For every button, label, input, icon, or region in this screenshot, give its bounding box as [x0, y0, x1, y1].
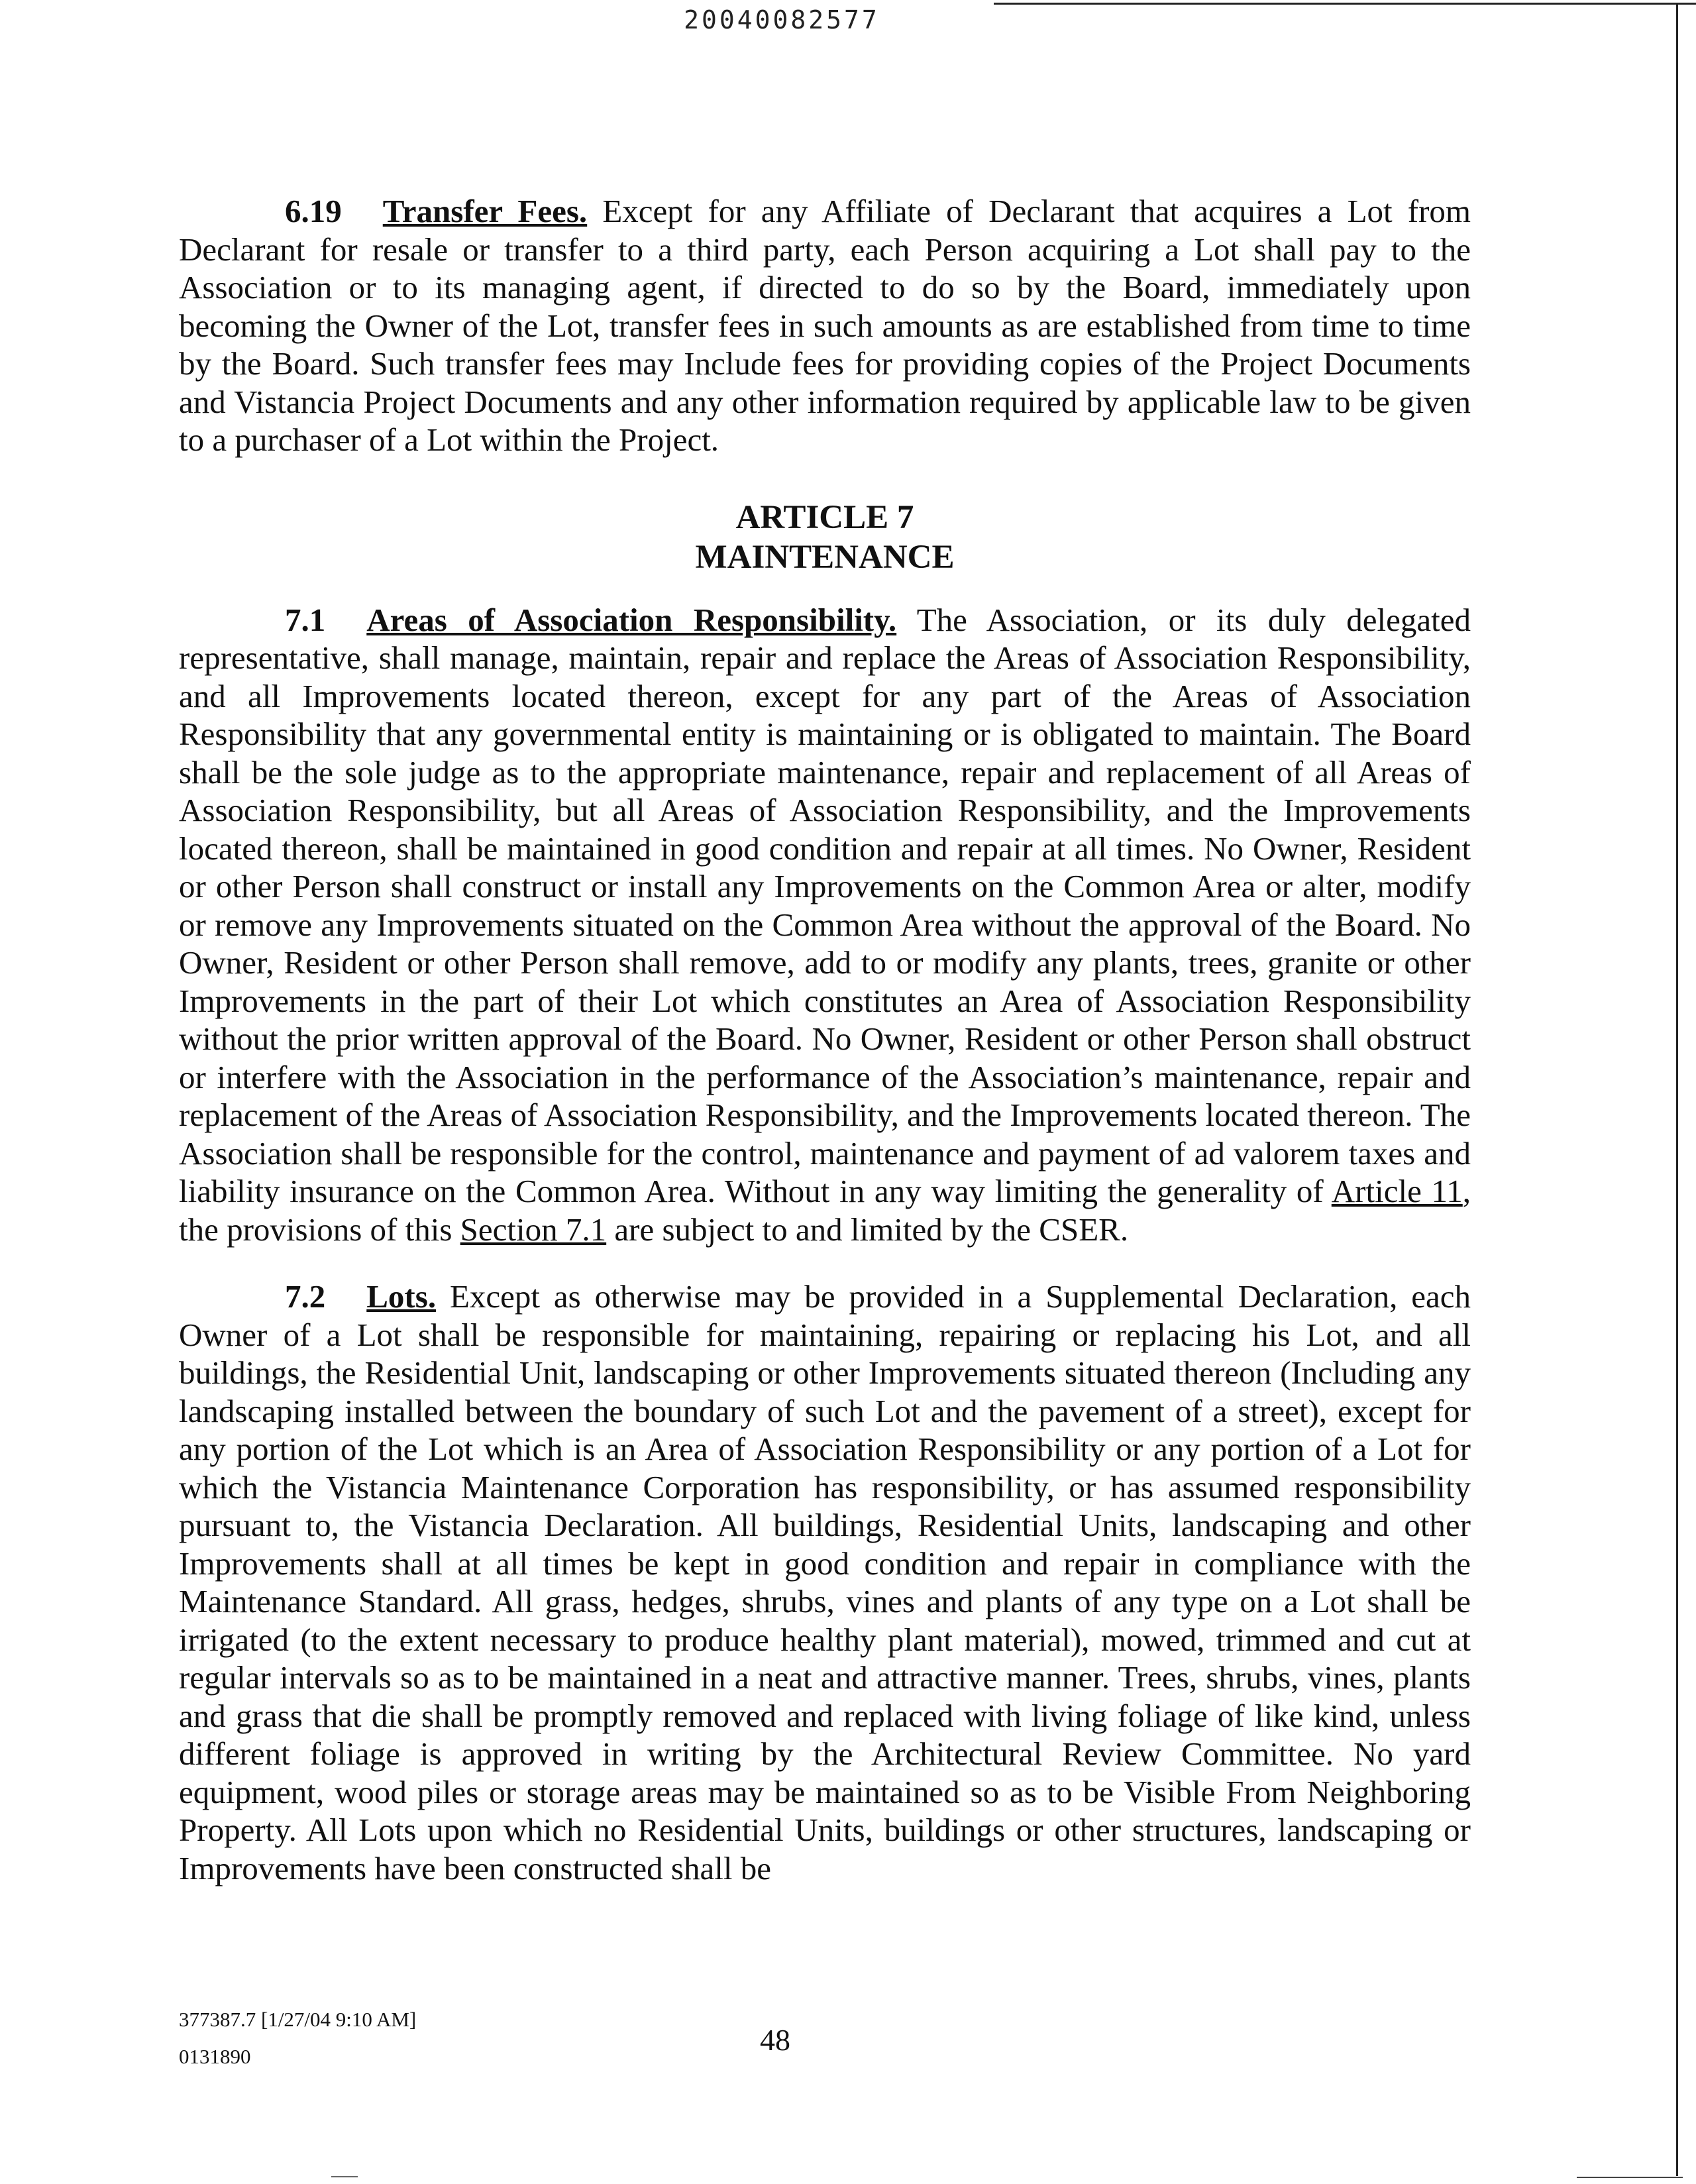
section-heading: Lots.: [366, 1278, 437, 1315]
article-title: MAINTENANCE: [695, 538, 955, 576]
article-number: ARTICLE 7: [735, 498, 914, 536]
page-number: 48: [760, 2023, 790, 2057]
bottom-border-line: [1577, 2177, 1683, 2178]
page-body: [179, 192, 1471, 1887]
section-6-19: [179, 192, 1471, 459]
section-number: 6.19: [285, 193, 342, 229]
article-11-reference: Article 11: [1331, 1173, 1463, 1209]
section-text: Except for any Affiliate of Declarant that acquires a Lot from Declarant for resale or transfer to a third party, each Person acquiring a Lot shall pay to the Association or to its managing agent, if directed to do so by the Board, immediately upon becoming the Owner of the Lot, transfer fees in such amounts as are established from time to time by the Board. Such transfer fees may Include fees for providing copies of the Project Documents and Vistancia Project Documents and any other information required by applicable law to be given to a purchaser of a Lot within the Project.: [179, 193, 1471, 458]
section-7-1-reference: Section 7.1: [460, 1211, 607, 1248]
section-number: 7.1: [285, 601, 326, 638]
section-text: Except as otherwise may be provided in a Supplemental Declaration, each Owner of a Lot shall be responsible for maintaining, repairing or replacing his Lot, and all buildings, the Residential Unit, landscaping or other Improvements situated thereon (Including any landscaping installed between the boundary of such Lot and the pavement of a street), except for any portion of the Lot which is an Area of Association Responsibility or any portion of a Lot for which the Vistancia Maintenance Corporation has responsibility, or has assumed responsibility pursuant to, the Vistancia Declaration. All buildings, Residential Units, landscaping and other Improvements shall at all times be kept in good condition and repair in compliance with the Maintenance Standard. All grass, hedges, shrubs, vines and plants of any type on a Lot shall be irrigated (to the extent necessary to produce healthy plant material), mowed, trimmed and cut at regular intervals so as to be maintained in a neat and attractive manner. Trees, shrubs, vines, plants and grass that die shall be promptly removed and replaced with living foliage of like kind, unless different foliage is approved in writing by the Architectural Review Committee. No yard equipment, wood piles or storage areas may be maintained so as to be Visible From Neighboring Property. All Lots upon which no Residential Units, buildings or other structures, landscaping or Improvements have been constructed shall be: [179, 1278, 1471, 1886]
section-text: The Association, or its duly delegated representative, shall manage, maintain, repair and replace the Areas of Association Responsibility, and all Improvements located thereon, except for any part of the Areas of Association Responsibility that any governmental entity is maintaining or is obligated to maintain. The Board shall be the sole judge as to the appropriate maintenance, repair and replacement of all Areas of Association Responsibility, but all Areas of Association Responsibility, and the Improvements located thereon, shall be maintained in good condition and repair at all times. No Owner, Resident or other Person shall construct or install any Improvements on the Common Area or alter, modify or remove any Improvements situated on the Common Area without the approval of the Board. No Owner, Resident or other Person shall remove, add to or modify any plants, trees, granite or other Improvements in the part of their Lot which constitutes an Area of Association Responsibility without the prior written approval of the Board. No Owner, Resident or other Person shall obstruct or interfere with the Association in the performance of the Association’s maintenance, repair and replacement of the Areas of Association Responsibility, and the Improvements located thereon. The Association shall be responsible for the control, maintenance and payment of ad valorem taxes and liability insurance on the Common Area. Without in any way limiting the generality of: [179, 601, 1471, 1209]
section-number: 7.2: [285, 1278, 326, 1315]
section-heading: Areas of Association Responsibility.: [366, 601, 897, 638]
right-border-line: [1676, 3, 1678, 2176]
top-border-line: [994, 3, 1696, 5]
section-text-mid: , the provisions of this: [179, 1173, 1471, 1248]
scan-mark: [331, 2176, 358, 2177]
section-heading: Transfer Fees.: [382, 193, 588, 229]
section-7-1: [179, 601, 1471, 1249]
recording-number: 20040082577: [684, 5, 880, 34]
footer-file-number: 0131890: [179, 2045, 251, 2068]
section-text-end: are subject to and limited by the CSER.: [614, 1211, 1129, 1248]
section-7-2: [179, 1278, 1471, 1887]
article-heading: [179, 498, 1471, 577]
footer-doc-ref: 377387.7 [1/27/04 9:10 AM]: [179, 2008, 417, 2031]
